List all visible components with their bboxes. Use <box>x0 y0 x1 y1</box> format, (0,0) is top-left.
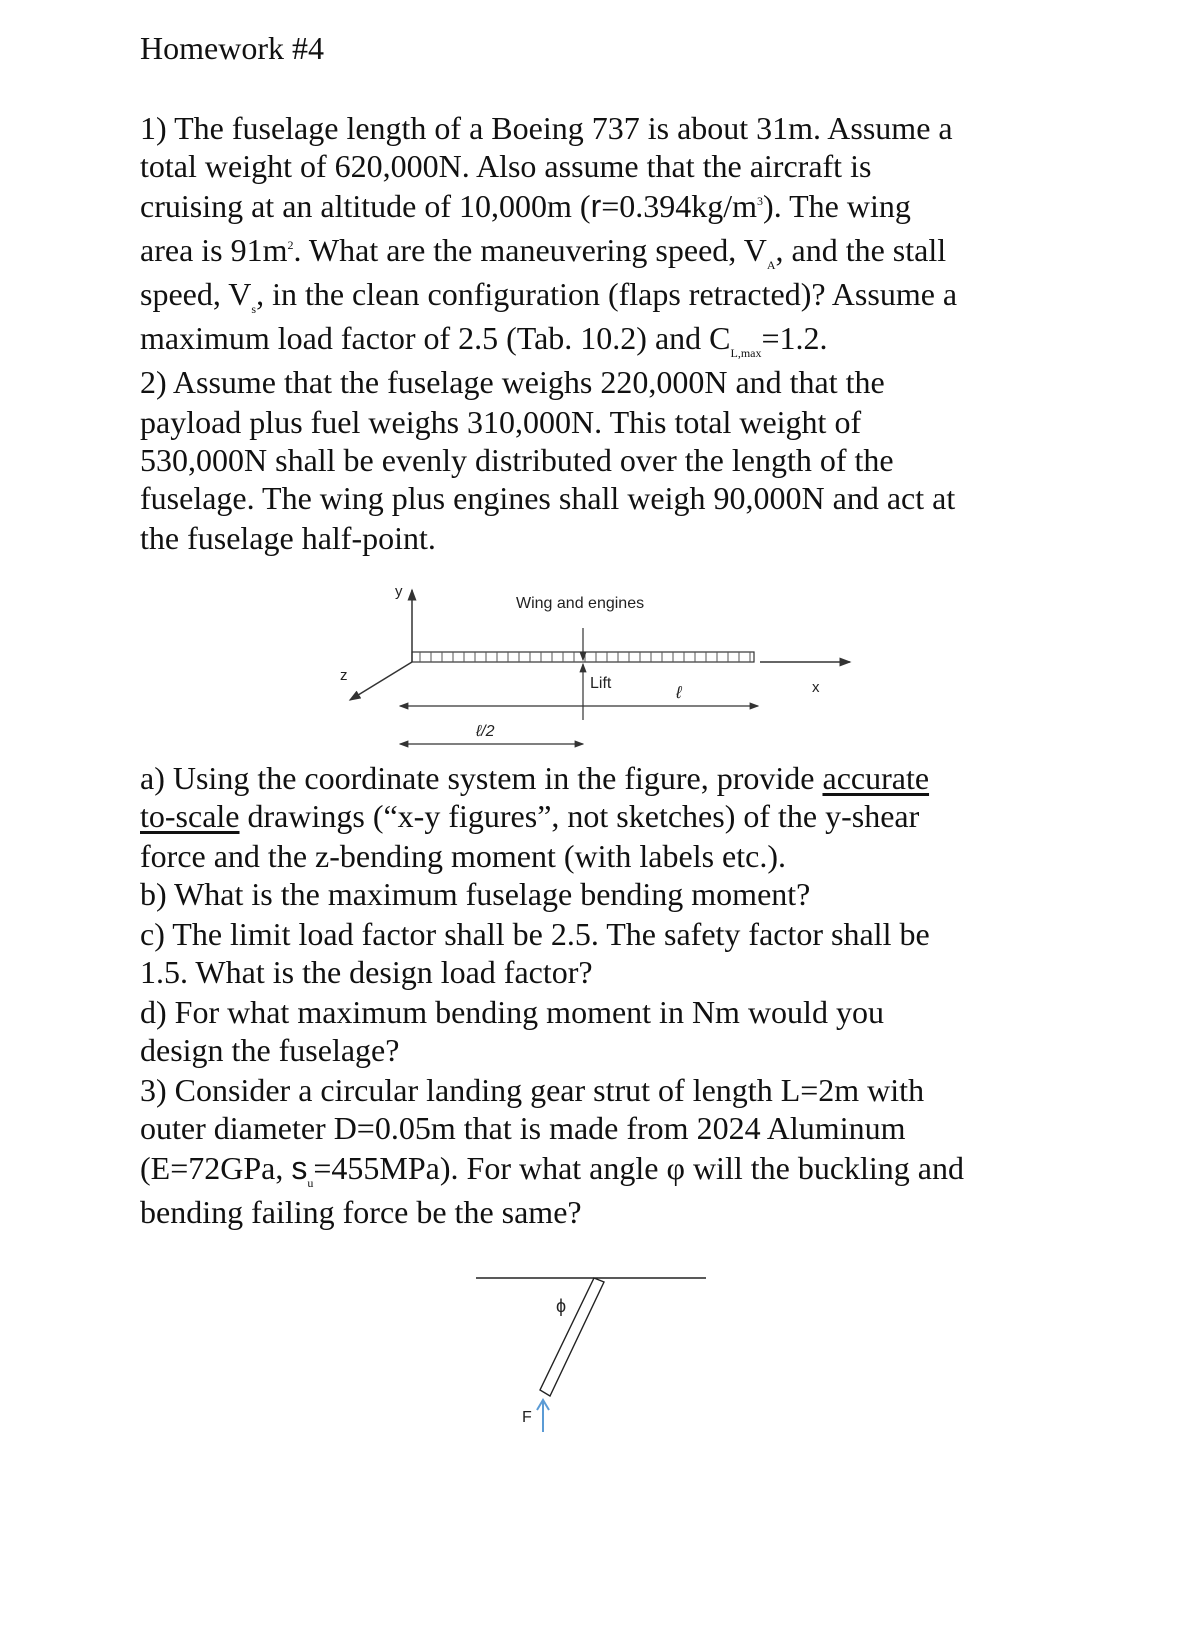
problem-3-line-2: outer diameter D=0.05m that is made from 2024 Aluminum <box>140 1110 906 1146</box>
part-d-line-2: design the fuselage? <box>140 1032 400 1068</box>
half-length-label: ℓ/2 <box>476 723 495 740</box>
part-c-line-1: c) The limit load factor shall be 2.5. The safety factor shall be <box>140 916 930 952</box>
problem-2-line-5: the fuselage half-point. <box>140 520 436 556</box>
wing-engines-label: Wing and engines <box>516 595 645 612</box>
problem-2-line-3: 530,000N shall be evenly distributed over the length of the <box>140 442 894 478</box>
rho-symbol: r <box>590 188 602 224</box>
problem-2-line-2: payload plus fuel weighs 310,000N. This total weight of <box>140 404 862 440</box>
strut-body <box>540 1278 604 1396</box>
problem-1-line-3: cruising at an altitude of 10,000m $(r=0.394kg/m^3)$. The wing <box>140 188 911 224</box>
sigma-symbol: s <box>291 1150 308 1186</box>
z-axis <box>350 662 412 700</box>
problem-1-line-2: total weight of 620,000N. Also assume that the aircraft is <box>140 148 872 184</box>
distributed-load <box>420 652 750 662</box>
problem-2-line-1: 2) Assume that the fuselage weighs 220,000N and that the <box>140 364 885 400</box>
problem-2-line-4: fuselage. The wing plus engines shall weigh 90,000N and act at <box>140 480 956 516</box>
z-axis-label: z <box>340 667 348 684</box>
problem-1-line-6: maximum load factor of 2.5 (Tab. 10.2) and $C_{L,max}=1.2$. <box>140 320 828 360</box>
problem-3-line-1: 3) Consider a circular landing gear strut of length L=2m with <box>140 1072 925 1108</box>
problem-1-line-5: speed, $V_s$, in the clean configuration (flaps retracted)? Assume a <box>140 276 958 316</box>
landing-gear-strut-diagram <box>470 1270 710 1440</box>
part-a-line-2: to-scale drawings (“x-y figures”, not sketches) of the y-shear <box>140 798 920 834</box>
lift-label: Lift <box>590 675 612 692</box>
length-label: ℓ <box>676 683 682 702</box>
force-label: F <box>522 1409 532 1426</box>
problem-3-line-4: bending failing force be the same? <box>140 1194 582 1230</box>
problem-1-line-4: area is $91m^2$. What are the maneuvering speed, $V_A$, and the stall <box>140 232 947 272</box>
part-a-line-3: force and the z-bending moment (with labels etc.). <box>140 838 786 874</box>
problem-1-line-1: 1) The fuselage length of a Boeing 737 is about 31m. Assume a <box>140 110 953 146</box>
part-d-line-1: d) For what maximum bending moment in Nm would you <box>140 994 884 1030</box>
fuselage-beam-diagram <box>330 580 870 780</box>
homework-title: Homework #4 <box>140 30 324 66</box>
part-b: b) What is the maximum fuselage bending moment? <box>140 876 811 912</box>
y-axis-label: y <box>395 583 403 600</box>
x-axis-label: x <box>812 679 820 696</box>
part-a-line-1: a) Using the coordinate system in the figure, provide accurate <box>140 760 930 796</box>
angle-label: ϕ <box>556 1296 567 1316</box>
part-c-line-2: 1.5. What is the design load factor? <box>140 954 593 990</box>
problem-3-line-3: (E=72GPa, $s_u=455MPa$). For what angle φ will the buckling and <box>140 1150 964 1190</box>
